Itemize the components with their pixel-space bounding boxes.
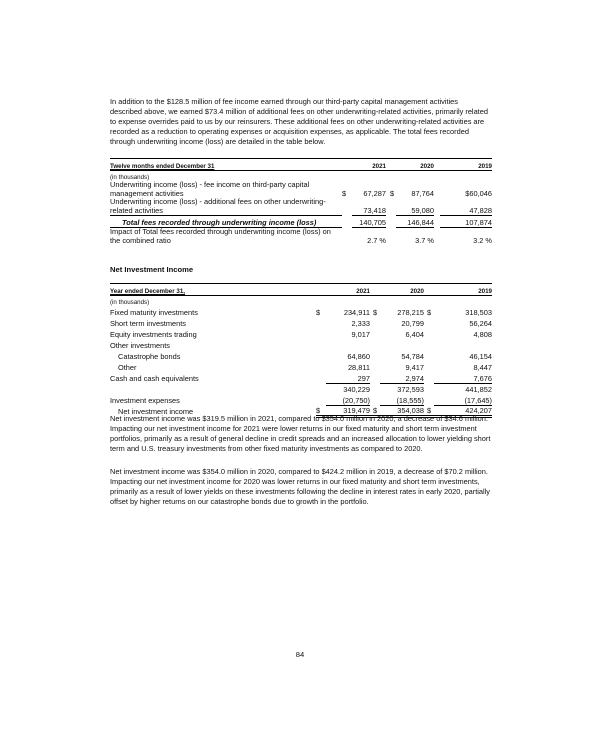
table-row [110, 339, 492, 350]
value-2020: 54,784 [401, 352, 424, 361]
currency-symbol: $ [373, 308, 378, 317]
fees-table-header-row [110, 159, 492, 171]
value-2020: 9,417 [405, 363, 424, 372]
row-label: Short term investments [110, 319, 186, 328]
row-label: Other [118, 363, 137, 372]
value-2020: 2,974 [380, 372, 424, 383]
value-2019: $60,046 [465, 189, 492, 198]
value-2020: (18,555) [380, 394, 424, 405]
value-2020: 87,764 [411, 189, 434, 198]
year-header: 2020 [380, 284, 424, 296]
table-row [110, 372, 492, 383]
row-label: Underwriting income (loss) - additional fees on other underwriting-related activities [110, 197, 326, 215]
page-number: 84 [295, 650, 305, 659]
value-2020: 3.7 % [415, 236, 434, 245]
row-label [110, 383, 316, 394]
table-row [110, 306, 492, 317]
row-label: Other investments [110, 341, 170, 350]
value-2019: 424,207 [434, 405, 492, 416]
nii-2021-paragraph: Net investment income was $319.5 million in 2021, compared to $354.0 million in 2020, a decrease of $34.6 million. Impacting our net investment income for 2021 were lower returns in our fixed maturity and short term investment portfolios, primarily as a result of general decline in credit spreads and an increased allocation to lower yielding short term and U.S. treasury investments from other fixed maturity investments as compared to 2020. [110, 414, 491, 454]
table-row [110, 181, 492, 198]
value-2021: 2.7 % [367, 236, 386, 245]
nii-table-period-header: Year ended December 31, [110, 284, 316, 296]
intro-paragraph: In addition to the $128.5 million of fee income earned through our third-party capital management activities described above, we earned $73.4 million of additional fees on other underwriting-related activities, primarily related to expense overrides paid to us by our reinsurers. These additional fees on other underwriting-related activities are recorded as a reduction to operating expenses or acquisition expenses, as applicable. The total fees recorded through underwriting income (loss) are detailed in the table below. [110, 97, 488, 147]
value-2020: 372,593 [397, 385, 424, 394]
currency-symbol: $ [342, 189, 347, 198]
value-2019: 441,852 [465, 385, 492, 394]
value-2021: 67,287 [363, 189, 386, 198]
section-heading: Net Investment Income [110, 265, 194, 274]
row-label: Fixed maturity investments [110, 308, 198, 317]
value-2019: 107,874 [440, 216, 492, 228]
value-2021: 319,479 [326, 405, 370, 416]
value-2021: 64,860 [347, 352, 370, 361]
row-label: Cash and cash equivalents [110, 374, 199, 383]
table-row [110, 198, 492, 216]
value-2021: 297 [326, 372, 370, 383]
currency-symbol: $ [424, 405, 434, 416]
currency-symbol: $ [316, 405, 326, 416]
value-2019: 318,503 [465, 308, 492, 317]
value-2021: 340,229 [343, 385, 370, 394]
table-row [110, 228, 492, 246]
currency-symbol: $ [370, 405, 380, 416]
value-2020: 146,844 [396, 216, 434, 228]
currency-symbol: $ [316, 308, 321, 317]
value-2019: 46,154 [469, 352, 492, 361]
table-row [110, 328, 492, 339]
value-2020: 6,404 [405, 330, 424, 339]
currency-symbol: $ [390, 189, 395, 198]
currency-symbol: $ [427, 308, 432, 317]
nii-2020-paragraph: Net investment income was $354.0 million in 2020, compared to $424.2 million in 2019, a decrease of $70.2 million. Impacting our net investment income for 2020 was lower returns in our fixed maturity and short term investments, primarily as a result of lower yields on these investments following the decline in interest rates in early 2020, partially offset by higher returns on our catastrophe bonds due to growth in the portfolio. [110, 467, 490, 507]
year-header: 2019 [434, 284, 492, 296]
fees-table [110, 158, 492, 245]
table-row [110, 317, 492, 328]
row-label: Underwriting income (loss) - fee income on third-party capital management activities [110, 180, 310, 198]
table-row [110, 361, 492, 372]
year-header: 2019 [440, 159, 492, 171]
value-2019: 47,828 [440, 198, 492, 216]
value-2020: 59,080 [396, 198, 434, 216]
row-label: Investment expenses [110, 396, 180, 405]
value-2019: 4,808 [473, 330, 492, 339]
table-row [110, 350, 492, 361]
value-2019: 7,676 [434, 372, 492, 383]
value-2021: 9,017 [351, 330, 370, 339]
value-2021: (20,750) [326, 394, 370, 405]
table-row [110, 394, 492, 405]
value-2020: 354,038 [380, 405, 424, 416]
units-label: (in thousands) [110, 174, 150, 181]
value-2020: 20,799 [401, 319, 424, 328]
value-2021: 28,811 [347, 363, 370, 372]
value-2019: (17,645) [434, 394, 492, 405]
value-2019: 56,264 [469, 319, 492, 328]
net-investment-income-table [110, 283, 492, 418]
value-2019: 8,447 [473, 363, 492, 372]
year-header: 2021 [326, 284, 370, 296]
year-header: 2020 [396, 159, 434, 171]
row-label: Impact of Total fees recorded through underwriting income (loss) on the combined ratio [110, 227, 331, 245]
row-label: Total fees recorded through underwriting income (loss) [110, 216, 342, 228]
row-label: Catastrophe bonds [118, 352, 181, 361]
year-header: 2021 [352, 159, 386, 171]
value-2021: 140,705 [352, 216, 386, 228]
row-label: Equity investments trading [110, 330, 197, 339]
value-2021: 234,911 [343, 308, 370, 317]
value-2019: 3.2 % [473, 236, 492, 245]
value-2020: 278,215 [397, 308, 424, 317]
units-label: (in thousands) [110, 299, 150, 306]
table-row-subtotal [110, 383, 492, 394]
value-2021: 2,333 [351, 319, 370, 328]
nii-table-header-row [110, 284, 492, 296]
fees-table-period-header: Twelve months ended December 31 [110, 159, 342, 171]
row-label: Net investment income [118, 407, 194, 416]
table-row-total [110, 216, 492, 228]
value-2021: 73,418 [352, 198, 386, 216]
